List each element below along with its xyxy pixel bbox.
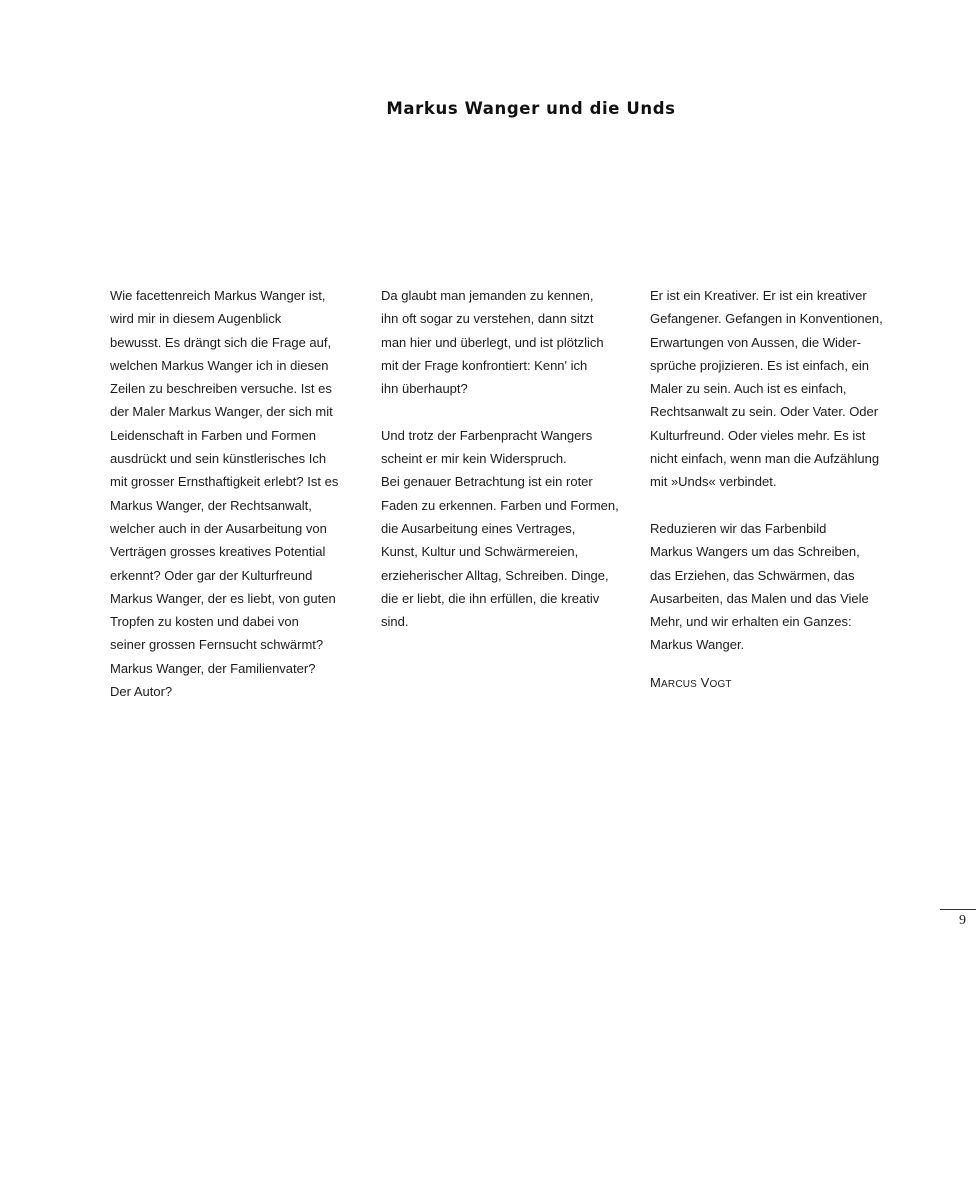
text-line: Gefangener. Gefangen in Konventionen, <box>650 311 883 327</box>
text-line: erkennt? Oder gar der Kulturfreund <box>110 567 313 583</box>
text-line: scheint er mir kein Widerspruch. <box>381 451 567 467</box>
text-line: Da glaubt man jemanden zu kennen, <box>381 288 594 303</box>
text-line: Und trotz der Farbenpracht Wangers <box>381 427 593 443</box>
text-line: Leidenschaft in Farben und Formen <box>110 427 316 443</box>
text-line: Markus Wangers um das Schreiben, <box>650 544 860 560</box>
text-line: Rechtsanwalt zu sein. Oder Vater. Oder <box>650 404 879 420</box>
text-line: ihn überhaupt? <box>381 381 468 397</box>
text-line: nicht einfach, wenn man die Aufzählung <box>650 451 880 467</box>
text-line: sprüche projizieren. Es ist einfach, ein <box>650 357 869 373</box>
text-line: Markus Wanger, der es liebt, von guten <box>110 590 336 606</box>
text-line: Faden zu erkennen. Farben und Formen, <box>381 497 619 513</box>
page-number-rule <box>940 909 976 910</box>
text-line: Er ist ein Kreativer. Er ist ein kreativer <box>650 288 867 303</box>
text-line: welchen Markus Wanger ich in diesen <box>110 357 329 373</box>
text-line: mit der Frage konfrontiert: Kenn' ich <box>381 357 588 373</box>
text-line: Reduzieren wir das Farbenbild <box>650 520 827 536</box>
paragraph-gap <box>650 494 895 517</box>
text-line: seiner grossen Fernsucht schwärmt? <box>110 637 324 653</box>
text-line: Kulturfreund. Oder vieles mehr. Es ist <box>650 427 866 443</box>
signature-last-initial: V <box>700 674 710 690</box>
signature-first-initial: M <box>650 674 662 690</box>
text-line: ihn oft sogar zu verstehen, dann sitzt <box>381 311 594 327</box>
text-line: Kunst, Kultur und Schwärmereien, <box>381 544 579 560</box>
text-column-3 <box>650 284 895 696</box>
text-line: man hier und überlegt, und ist plötzlich <box>381 334 604 350</box>
text-line: der Maler Markus Wanger, der sich mit <box>110 404 333 420</box>
text-line: das Erziehen, das Schwärmen, das <box>650 567 855 583</box>
page-number: 9 <box>959 913 966 928</box>
text-line: bewusst. Es drängt sich die Frage auf, <box>110 334 332 350</box>
text-line: Der Autor? <box>110 684 173 700</box>
text-line: Wie facettenreich Markus Wanger ist, <box>110 288 326 303</box>
text-line: Markus Wanger. <box>650 637 745 653</box>
text-line: die Ausarbeitung eines Vertrages, <box>381 520 576 536</box>
text-line: Tropfen zu kosten und dabei von <box>110 614 299 630</box>
text-line: Mehr, und wir erhalten ein Ganzes: <box>650 614 852 630</box>
text-line: Maler zu sein. Auch ist es einfach, <box>650 381 847 397</box>
text-line: Bei genauer Betrachtung ist ein roter <box>381 474 593 490</box>
text-line: mit grosser Ernsthaftigkeit erlebt? Ist es <box>110 474 339 490</box>
text-line: Markus Wanger, der Rechtsanwalt, <box>110 497 312 513</box>
text-line: ausdrückt und sein künstlerisches Ich <box>110 451 327 467</box>
author-signature <box>650 671 895 696</box>
text-line: Markus Wanger, der Familienvater? <box>110 660 316 676</box>
text-line: Ausarbeiten, das Malen und das Viele <box>650 590 869 606</box>
text-line: mit »Unds« verbindet. <box>650 474 777 490</box>
signature-last-rest: OGT <box>709 678 732 690</box>
text-line: erzieherischer Alltag, Schreiben. Dinge, <box>381 567 609 583</box>
text-line: sind. <box>381 614 409 630</box>
text-column-2 <box>381 284 626 633</box>
text-line: welcher auch in der Ausarbeitung von <box>110 520 327 536</box>
text-line: Erwartungen von Aussen, die Wider- <box>650 334 861 350</box>
text-column-1 <box>110 284 355 703</box>
text-line: die er liebt, die ihn erfüllen, die kreativ <box>381 590 600 606</box>
page-title: Markus Wanger und die Unds <box>386 99 676 118</box>
paragraph-gap <box>381 400 626 423</box>
text-line: Zeilen zu beschreiben versuche. Ist es <box>110 381 332 397</box>
text-line: wird mir in diesem Augenblick <box>110 311 282 327</box>
signature-first-rest: ARCUS <box>661 678 698 690</box>
text-line: Verträgen grosses kreatives Potential <box>110 544 326 560</box>
